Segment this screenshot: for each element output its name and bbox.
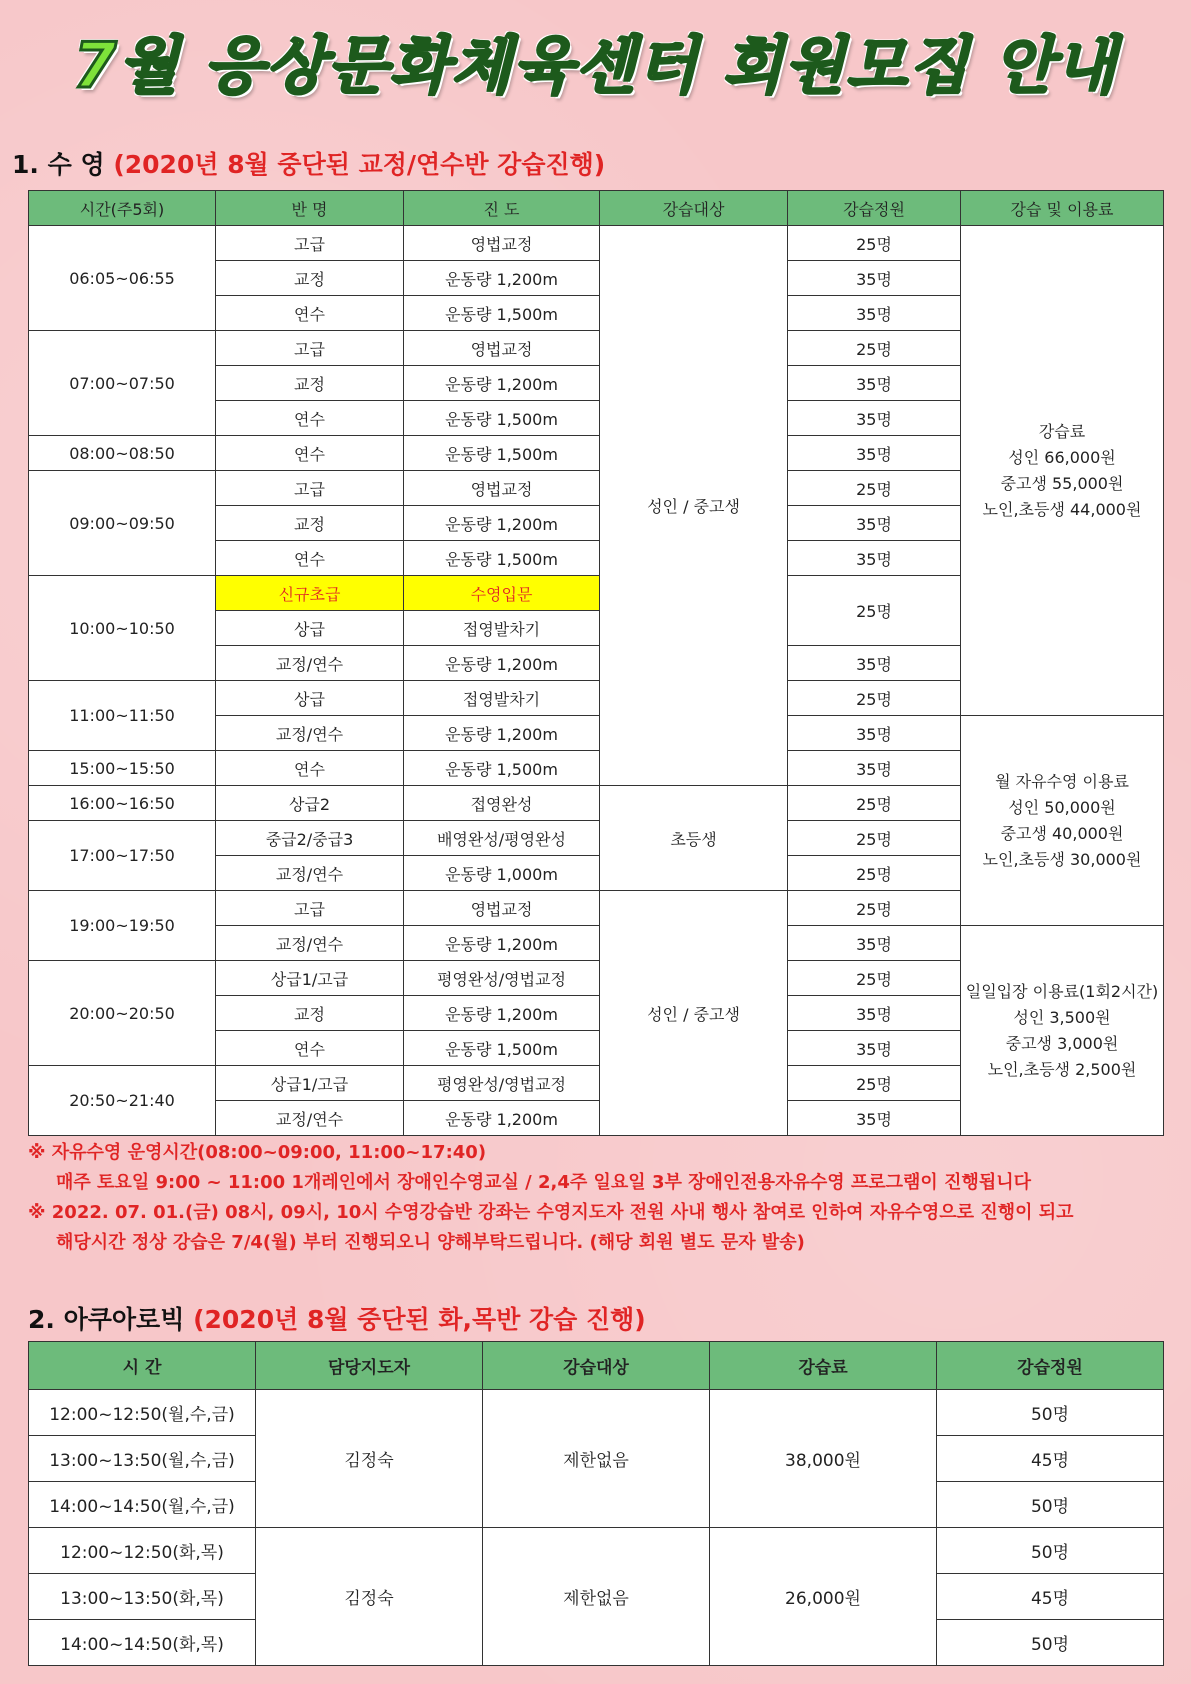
capacity-cell: 35명 <box>788 646 961 681</box>
time-cell: 07:00~07:50 <box>29 331 216 436</box>
capacity-cell: 50명 <box>937 1390 1164 1436</box>
class-cell: 연수 <box>216 296 404 331</box>
teacher-cell: 김정숙 <box>256 1390 483 1528</box>
time-cell: 14:00~14:50(화,목) <box>29 1620 256 1666</box>
capacity-cell: 45명 <box>937 1436 1164 1482</box>
progress-cell: 운동량 1,500m <box>404 541 600 576</box>
note-line: 해당시간 정상 강습은 7/4(월) 부터 진행되오니 양해부탁드립니다. (해당 회원 별도 문자 발송) <box>56 1232 805 1253</box>
capacity-cell: 25명 <box>788 471 961 506</box>
progress-cell: 운동량 1,200m <box>404 646 600 681</box>
header-cell: 반 명 <box>216 191 404 226</box>
class-cell: 교정/연수 <box>216 856 404 891</box>
progress-cell: 영법교정 <box>404 891 600 926</box>
capacity-cell: 35명 <box>788 751 961 786</box>
progress-cell: 운동량 1,500m <box>404 1031 600 1066</box>
capacity-cell: 25명 <box>788 226 961 261</box>
table-header-row <box>29 191 1164 226</box>
capacity-cell: 25명 <box>788 576 961 646</box>
time-cell: 20:50~21:40 <box>29 1066 216 1136</box>
progress-cell: 운동량 1,500m <box>404 436 600 471</box>
time-cell: 09:00~09:50 <box>29 471 216 576</box>
header-cell: 강습정원 <box>937 1342 1164 1390</box>
time-cell: 11:00~11:50 <box>29 681 216 751</box>
progress-cell: 운동량 1,200m <box>404 716 600 751</box>
capacity-cell: 25명 <box>788 1066 961 1101</box>
capacity-cell: 25명 <box>788 961 961 996</box>
class-cell: 교정/연수 <box>216 646 404 681</box>
class-cell: 연수 <box>216 541 404 576</box>
fee-line: 일일입장 이용료(1회2시간) <box>965 981 1159 1001</box>
section-number: 1. 수 영 <box>12 150 105 179</box>
fee-line: 중고생 55,000원 <box>1000 473 1124 493</box>
progress-cell: 영법교정 <box>404 331 600 366</box>
progress-cell: 운동량 1,500m <box>404 296 600 331</box>
capacity-cell: 50명 <box>937 1620 1164 1666</box>
progress-cell: 운동량 1,200m <box>404 926 600 961</box>
progress-cell: 운동량 1,500m <box>404 401 600 436</box>
teacher-cell: 김정숙 <box>256 1528 483 1666</box>
note-line: 매주 토요일 9:00 ~ 11:00 1개레인에서 장애인수영교실 / 2,4주 일요일 3부 장애인전용자유수영 프로그램이 진행됩니다 <box>56 1172 1032 1193</box>
time-cell: 19:00~19:50 <box>29 891 216 961</box>
capacity-cell: 45명 <box>937 1574 1164 1620</box>
target-cell: 초등생 <box>600 786 788 891</box>
fee-line: 성인 50,000원 <box>1008 797 1116 817</box>
table-row <box>29 1528 1164 1574</box>
capacity-cell: 25명 <box>788 681 961 716</box>
progress-cell: 운동량 1,200m <box>404 1101 600 1136</box>
fee-cell-daily <box>961 926 1164 1136</box>
capacity-cell: 35명 <box>788 926 961 961</box>
progress-cell: 운동량 1,200m <box>404 261 600 296</box>
progress-cell: 영법교정 <box>404 226 600 261</box>
capacity-cell: 35명 <box>788 296 961 331</box>
class-cell: 연수 <box>216 401 404 436</box>
capacity-cell: 25명 <box>788 331 961 366</box>
class-cell: 고급 <box>216 471 404 506</box>
target-cell: 성인 / 중고생 <box>600 891 788 1136</box>
progress-cell: 운동량 1,200m <box>404 996 600 1031</box>
time-cell: 16:00~16:50 <box>29 786 216 821</box>
class-cell: 상급1/고급 <box>216 961 404 996</box>
class-cell: 상급1/고급 <box>216 1066 404 1101</box>
progress-cell: 운동량 1,200m <box>404 506 600 541</box>
notes-block <box>28 1138 1168 1258</box>
progress-cell: 접영발차기 <box>404 611 600 646</box>
header-cell: 담당지도자 <box>256 1342 483 1390</box>
table-row <box>29 1390 1164 1436</box>
time-cell: 13:00~13:50(화,목) <box>29 1574 256 1620</box>
swimming-schedule-table <box>28 190 1164 1136</box>
fee-cell-free-swim <box>961 716 1164 926</box>
fee-line: 중고생 3,000원 <box>1005 1033 1119 1053</box>
target-cell: 성인 / 중고생 <box>600 226 788 786</box>
class-cell-highlight: 신규초급 <box>216 576 404 611</box>
capacity-cell: 35명 <box>788 436 961 471</box>
class-cell: 교정 <box>216 366 404 401</box>
header-cell: 시간(주5회) <box>29 191 216 226</box>
class-cell: 고급 <box>216 226 404 261</box>
header-cell: 진 도 <box>404 191 600 226</box>
capacity-cell: 25명 <box>788 821 961 856</box>
capacity-cell: 50명 <box>937 1528 1164 1574</box>
time-cell: 13:00~13:50(월,수,금) <box>29 1436 256 1482</box>
progress-cell: 평영완성/영법교정 <box>404 961 600 996</box>
target-cell: 제한없음 <box>483 1390 710 1528</box>
section-number: 2. 아쿠아로빅 <box>28 1305 185 1334</box>
time-cell: 12:00~12:50(월,수,금) <box>29 1390 256 1436</box>
progress-cell: 운동량 1,500m <box>404 751 600 786</box>
class-cell: 고급 <box>216 331 404 366</box>
time-cell: 15:00~15:50 <box>29 751 216 786</box>
capacity-cell: 50명 <box>937 1482 1164 1528</box>
table-header-row <box>29 1342 1164 1390</box>
class-cell: 교정/연수 <box>216 1101 404 1136</box>
fee-line: 성인 66,000원 <box>1008 447 1116 467</box>
class-cell: 상급 <box>216 681 404 716</box>
class-cell: 연수 <box>216 751 404 786</box>
progress-cell: 운동량 1,200m <box>404 366 600 401</box>
progress-cell: 운동량 1,000m <box>404 856 600 891</box>
time-cell: 08:00~08:50 <box>29 436 216 471</box>
note-line: ※ 자유수영 운영시간(08:00~09:00, 11:00~17:40) <box>28 1142 487 1163</box>
class-cell: 고급 <box>216 891 404 926</box>
class-cell: 교정/연수 <box>216 926 404 961</box>
fee-line: 강습료 <box>1038 421 1086 441</box>
capacity-cell: 35명 <box>788 366 961 401</box>
class-cell: 교정 <box>216 261 404 296</box>
time-cell: 20:00~20:50 <box>29 961 216 1066</box>
fee-line: 노인,초등생 2,500원 <box>987 1059 1137 1079</box>
header-cell: 강습 및 이용료 <box>961 191 1164 226</box>
fee-line: 중고생 40,000원 <box>1000 823 1124 843</box>
target-cell: 제한없음 <box>483 1528 710 1666</box>
progress-cell: 평영완성/영법교정 <box>404 1066 600 1101</box>
class-cell: 교정/연수 <box>216 716 404 751</box>
time-cell: 14:00~14:50(월,수,금) <box>29 1482 256 1528</box>
fee-cell: 26,000원 <box>710 1528 937 1666</box>
section-note: (2020년 8월 중단된 교정/연수반 강습진행) <box>113 150 606 179</box>
section-note: (2020년 8월 중단된 화,목반 강습 진행) <box>193 1305 646 1334</box>
class-cell: 상급2 <box>216 786 404 821</box>
note-line: ※ 2022. 07. 01.(금) 08시, 09시, 10시 수영강습반 강좌는 수영지도자 전원 사내 행사 참여로 인하여 자유수영으로 진행이 되고 <box>28 1202 1074 1223</box>
capacity-cell: 25명 <box>788 856 961 891</box>
class-cell: 연수 <box>216 436 404 471</box>
class-cell: 교정 <box>216 506 404 541</box>
capacity-cell: 35명 <box>788 1031 961 1066</box>
class-cell: 교정 <box>216 996 404 1031</box>
capacity-cell: 35명 <box>788 716 961 751</box>
section-swimming-heading <box>12 145 605 181</box>
fee-line: 월 자유수영 이용료 <box>995 771 1129 791</box>
capacity-cell: 35명 <box>788 541 961 576</box>
time-cell: 17:00~17:50 <box>29 821 216 891</box>
capacity-cell: 35명 <box>788 261 961 296</box>
section-aquarobic-heading <box>28 1300 646 1336</box>
class-cell: 연수 <box>216 1031 404 1066</box>
time-cell: 06:05~06:55 <box>29 226 216 331</box>
class-cell: 상급 <box>216 611 404 646</box>
table-row <box>29 226 1164 261</box>
capacity-cell: 25명 <box>788 891 961 926</box>
header-cell: 강습대상 <box>483 1342 710 1390</box>
capacity-cell: 35명 <box>788 996 961 1031</box>
capacity-cell: 25명 <box>788 786 961 821</box>
header-cell: 강습대상 <box>600 191 788 226</box>
page-title: 7월 응상문화체육센터 회원모집 안내 <box>73 28 1118 102</box>
fee-cell: 38,000원 <box>710 1390 937 1528</box>
progress-cell: 접영완성 <box>404 786 600 821</box>
time-cell: 12:00~12:50(화,목) <box>29 1528 256 1574</box>
fee-line: 노인,초등생 44,000원 <box>982 499 1142 519</box>
capacity-cell: 35명 <box>788 1101 961 1136</box>
header-cell: 강습정원 <box>788 191 961 226</box>
header-cell: 시 간 <box>29 1342 256 1390</box>
capacity-cell: 35명 <box>788 506 961 541</box>
fee-cell-lesson <box>961 226 1164 716</box>
time-cell: 10:00~10:50 <box>29 576 216 681</box>
progress-cell: 접영발차기 <box>404 681 600 716</box>
progress-cell: 배영완성/평영완성 <box>404 821 600 856</box>
progress-cell-highlight: 수영입문 <box>404 576 600 611</box>
header-cell: 강습료 <box>710 1342 937 1390</box>
class-cell: 중급2/중급3 <box>216 821 404 856</box>
fee-line: 성인 3,500원 <box>1013 1007 1111 1027</box>
aquarobic-schedule-table <box>28 1341 1164 1666</box>
capacity-cell: 35명 <box>788 401 961 436</box>
fee-line: 노인,초등생 30,000원 <box>982 849 1142 869</box>
progress-cell: 영법교정 <box>404 471 600 506</box>
